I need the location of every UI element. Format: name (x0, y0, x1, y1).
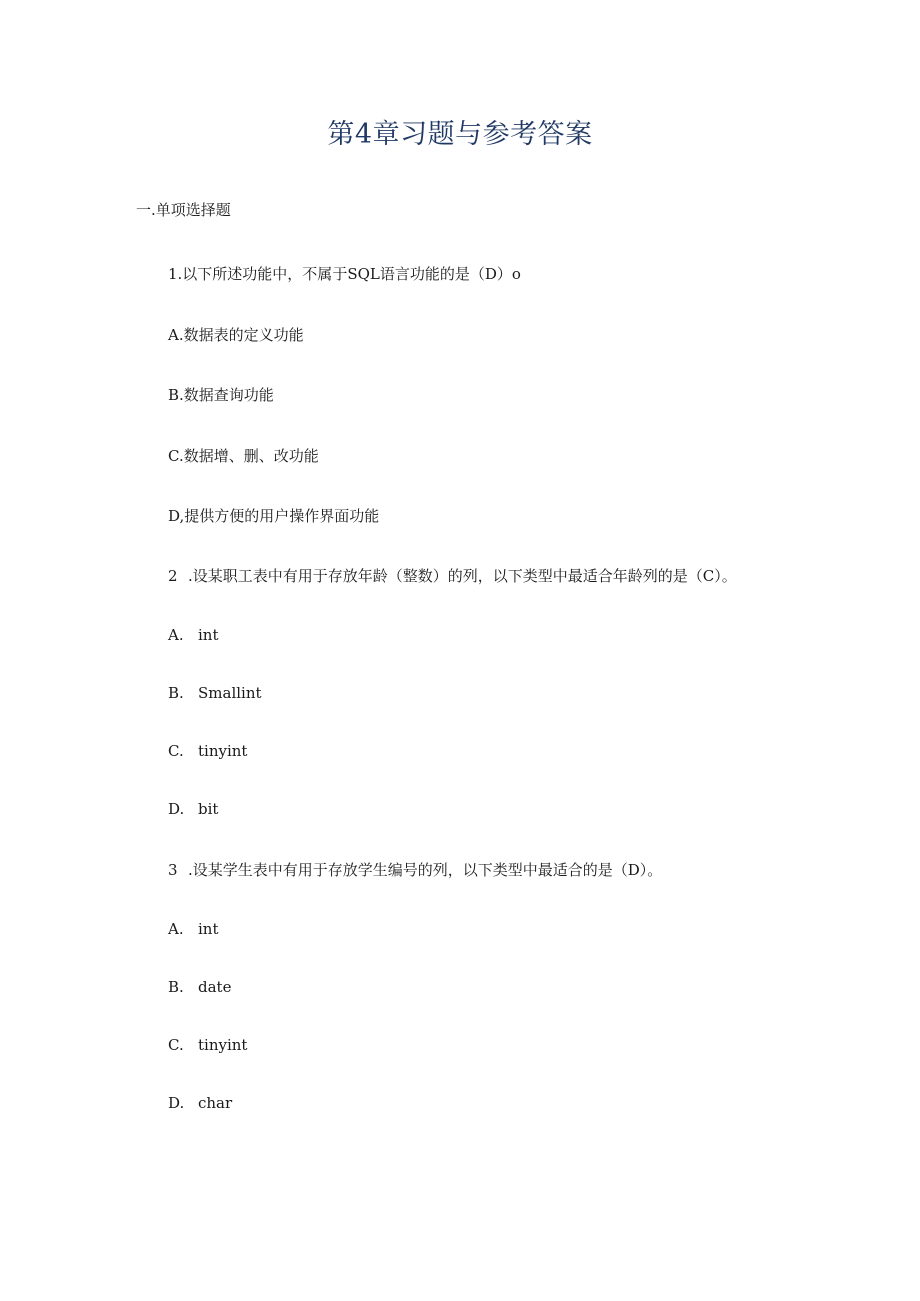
option-value: bit (198, 800, 219, 818)
option-letter: C. (168, 742, 184, 760)
option-letter: D. (168, 1094, 185, 1112)
question-3-option-c (168, 1036, 247, 1054)
question-2 (168, 565, 737, 586)
option-value: date (198, 978, 232, 996)
question-3 (168, 859, 662, 880)
question-2-option-c (168, 742, 247, 760)
question-1-option-b: B.数据查询功能 (168, 386, 274, 404)
question-3-text: .设某学生表中有用于存放学生编号的列，以下类型中最适合的是（D）。 (188, 861, 663, 879)
question-1-text: 1.以下所述功能中，不属于SQL语言功能的是（D）o (168, 265, 521, 283)
option-value: Smallint (198, 684, 262, 702)
section-heading: 一.单项选择题 (136, 201, 231, 219)
option-value: char (198, 1094, 233, 1112)
question-2-option-d (168, 800, 218, 818)
question-3-option-b (168, 978, 231, 996)
question-2-text: .设某职工表中有用于存放年龄（整数）的列，以下类型中最适合年龄列的是（C）。 (188, 567, 737, 585)
question-1-option-d: D,提供方便的用户操作界面功能 (168, 507, 380, 525)
question-1-option-c: C.数据增、删、改功能 (168, 447, 319, 465)
option-letter: C. (168, 1036, 184, 1054)
question-3-number: 3 (168, 861, 178, 879)
option-letter: D. (168, 800, 185, 818)
question-3-option-d (168, 1094, 232, 1112)
question-2-option-a (168, 626, 219, 644)
question-2-option-b (168, 684, 262, 702)
option-value: tinyint (198, 742, 248, 760)
option-value: int (198, 920, 219, 938)
question-1-option-a: A.数据表的定义功能 (168, 326, 304, 344)
question-3-option-a (168, 920, 219, 938)
option-value: tinyint (198, 1036, 248, 1054)
page-title: 第4章习题与参考答案 (327, 119, 593, 150)
question-2-number: 2 (168, 567, 178, 585)
option-letter: A. (168, 920, 184, 938)
option-letter: B. (168, 978, 184, 996)
option-value: int (198, 626, 219, 644)
option-letter: B. (168, 684, 184, 702)
option-letter: A. (168, 626, 184, 644)
